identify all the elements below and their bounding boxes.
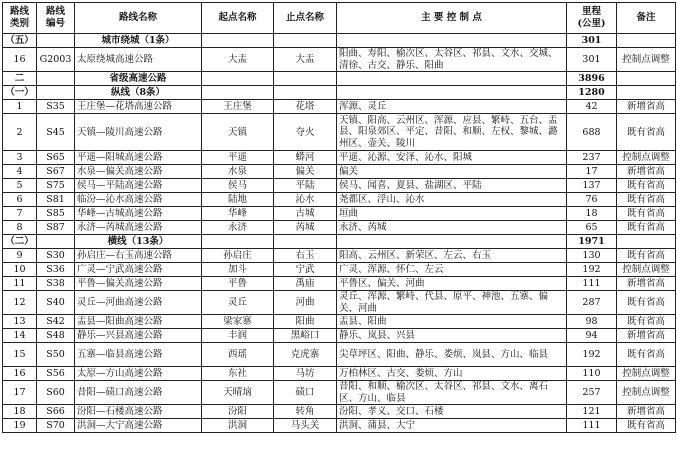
- end-point: 大盂: [274, 48, 337, 72]
- route-name: 洪洞—大宁高速公路: [75, 419, 202, 433]
- col-start: 起点名称: [202, 3, 274, 34]
- note: 既有省高: [617, 343, 676, 367]
- table-body: [3, 34, 676, 433]
- route-code: S50: [37, 343, 75, 367]
- section-row: [3, 235, 676, 249]
- section-title: 纵线（8条）: [75, 86, 202, 100]
- control-points: 阳曲、寿阳、榆次区、太谷区、祁县、文水、交城、清徐、古交、静乐、阳曲: [337, 48, 567, 72]
- row-number: 7: [3, 207, 37, 221]
- mileage: 111: [567, 277, 617, 291]
- empty-cell: [617, 235, 676, 249]
- row-number: 16: [3, 48, 37, 72]
- mileage: 257: [567, 381, 617, 405]
- section-row: [3, 34, 676, 48]
- col-note: 备注: [617, 3, 676, 34]
- table-row: [3, 291, 676, 315]
- end-point: 马头关: [274, 419, 337, 433]
- mileage: 98: [567, 315, 617, 329]
- col-category-label: 路线 类别: [9, 6, 29, 29]
- note: 新增省高: [617, 165, 676, 179]
- empty-cell: [37, 34, 75, 48]
- row-number: 19: [3, 419, 37, 433]
- control-points: 灵丘、浑源、繁峙、代县、原平、神池、五寨、偏关、河曲: [337, 291, 567, 315]
- end-point: 禹庙: [274, 277, 337, 291]
- control-points: 平鲁区、偏关、河曲: [337, 277, 567, 291]
- route-name: 临汾—沁水高速公路: [75, 193, 202, 207]
- route-name: 广灵—宁武高速公路: [75, 263, 202, 277]
- section-mileage: 1280: [567, 86, 617, 100]
- empty-cell: [274, 34, 337, 48]
- control-points: 万柏林区、古交、娄烦、方山: [337, 367, 567, 381]
- empty-cell: [617, 72, 676, 86]
- note: 既有省高: [617, 419, 676, 433]
- empty-cell: [274, 235, 337, 249]
- route-code: S30: [37, 249, 75, 263]
- table-row: [3, 315, 676, 329]
- empty-cell: [617, 86, 676, 100]
- col-code-label: 路线 编号: [45, 6, 65, 29]
- col-category: [3, 3, 37, 34]
- table-row: [3, 343, 676, 367]
- control-points: 昔阳、和顺、榆次区、太谷区、祁县、文水、离石区、方山、临县: [337, 381, 567, 405]
- note: 既有省高: [617, 315, 676, 329]
- empty-cell: [337, 86, 567, 100]
- start-point: 汾阳: [202, 405, 274, 419]
- route-code: S42: [37, 315, 75, 329]
- end-point: 碛口: [274, 381, 337, 405]
- route-name: 水泉—偏关高速公路: [75, 165, 202, 179]
- mileage: 42: [567, 100, 617, 114]
- col-mileage-label: 里程 (公里): [577, 6, 606, 29]
- row-number: 8: [3, 221, 37, 235]
- section-category: 二: [3, 72, 37, 86]
- table-row: [3, 48, 676, 72]
- control-points: 天镇、阳高、云州区、浑源、应县、繁峙、五台、盂县、阳泉郊区、平定、昔阳、和顺、左权、黎城、潞州区、壶关、陵川: [337, 114, 567, 151]
- table-row: [3, 367, 676, 381]
- control-points: 盂县、阳曲: [337, 315, 567, 329]
- empty-cell: [202, 86, 274, 100]
- end-point: 古城: [274, 207, 337, 221]
- start-point: 洪洞: [202, 419, 274, 433]
- control-points: 广灵、浑源、怀仁、左云: [337, 263, 567, 277]
- table-row: [3, 381, 676, 405]
- empty-cell: [337, 34, 567, 48]
- section-mileage: 1971: [567, 235, 617, 249]
- route-code: S67: [37, 165, 75, 179]
- route-code: S36: [37, 263, 75, 277]
- col-code: [37, 3, 75, 34]
- empty-cell: [337, 72, 567, 86]
- start-point: 陆地: [202, 193, 274, 207]
- note: 控制点调整: [617, 367, 676, 381]
- table-row: [3, 179, 676, 193]
- row-number: 16: [3, 367, 37, 381]
- row-number: 12: [3, 291, 37, 315]
- route-name: 昔阳—碛口高速公路: [75, 381, 202, 405]
- end-point: 宁武: [274, 263, 337, 277]
- note: 既有省高: [617, 179, 676, 193]
- control-points: 汾阳、孝义、交口、石楼: [337, 405, 567, 419]
- route-name: 平鲁—偏关高速公路: [75, 277, 202, 291]
- row-number: 10: [3, 263, 37, 277]
- control-points: 尧都区、浮山、沁水: [337, 193, 567, 207]
- table-row: [3, 277, 676, 291]
- row-number: 9: [3, 249, 37, 263]
- control-points: 永济、芮城: [337, 221, 567, 235]
- table-row: [3, 263, 676, 277]
- route-name: 灵丘—河曲高速公路: [75, 291, 202, 315]
- note: 新增省高: [617, 277, 676, 291]
- start-point: 华峰: [202, 207, 274, 221]
- table-row: [3, 193, 676, 207]
- note: 控制点调整: [617, 263, 676, 277]
- control-points: 静乐、岚县、兴县: [337, 329, 567, 343]
- row-number: 1: [3, 100, 37, 114]
- mileage: 137: [567, 179, 617, 193]
- section-title: 城市绕城（1条）: [75, 34, 202, 48]
- start-point: 孙启庄: [202, 249, 274, 263]
- mileage: 192: [567, 343, 617, 367]
- note: 控制点调整: [617, 48, 676, 72]
- note: 控制点调整: [617, 151, 676, 165]
- col-points: 主 要 控 制 点: [337, 3, 567, 34]
- row-number: 6: [3, 193, 37, 207]
- end-point: 沁水: [274, 193, 337, 207]
- mileage: 287: [567, 291, 617, 315]
- section-category: （一）: [3, 86, 37, 100]
- section-category: （五）: [3, 34, 37, 48]
- empty-cell: [37, 235, 75, 249]
- route-name: 侯马—平陆高速公路: [75, 179, 202, 193]
- route-name: 平遥—阳城高速公路: [75, 151, 202, 165]
- row-number: 2: [3, 114, 37, 151]
- empty-cell: [37, 86, 75, 100]
- route-code: S70: [37, 419, 75, 433]
- section-row: [3, 72, 676, 86]
- table-row: [3, 419, 676, 433]
- row-number: 14: [3, 329, 37, 343]
- mileage: 130: [567, 249, 617, 263]
- control-points: 洪洞、蒲县、大宁: [337, 419, 567, 433]
- end-point: 平陆: [274, 179, 337, 193]
- route-name: 太原绕城高速公路: [75, 48, 202, 72]
- note: 既有省高: [617, 207, 676, 221]
- end-point: 转角: [274, 405, 337, 419]
- row-number: 3: [3, 151, 37, 165]
- mileage: 94: [567, 329, 617, 343]
- route-code: S40: [37, 291, 75, 315]
- section-title: 省级高速公路: [75, 72, 202, 86]
- end-point: 右玉: [274, 249, 337, 263]
- row-number: 11: [3, 277, 37, 291]
- start-point: 平遥: [202, 151, 274, 165]
- start-point: 天晴垴: [202, 381, 274, 405]
- start-point: 灵丘: [202, 291, 274, 315]
- col-name: 路线名称: [75, 3, 202, 34]
- mileage: 110: [567, 367, 617, 381]
- empty-cell: [37, 72, 75, 86]
- start-point: 王庄堡: [202, 100, 274, 114]
- empty-cell: [274, 72, 337, 86]
- start-point: 水泉: [202, 165, 274, 179]
- route-name: 汾阳—石楼高速公路: [75, 405, 202, 419]
- mileage: 301: [567, 48, 617, 72]
- route-code: S87: [37, 221, 75, 235]
- row-number: 18: [3, 405, 37, 419]
- route-code: S35: [37, 100, 75, 114]
- end-point: 河曲: [274, 291, 337, 315]
- table-row: [3, 114, 676, 151]
- end-point: 夺火: [274, 114, 337, 151]
- route-code: S75: [37, 179, 75, 193]
- route-name: 华峰—古城高速公路: [75, 207, 202, 221]
- start-point: 梁家寨: [202, 315, 274, 329]
- table-row: [3, 329, 676, 343]
- table-row: [3, 151, 676, 165]
- table-header: [3, 3, 676, 34]
- route-name: 盂县—阳曲高速公路: [75, 315, 202, 329]
- route-code: S85: [37, 207, 75, 221]
- mileage: 111: [567, 419, 617, 433]
- empty-cell: [202, 235, 274, 249]
- empty-cell: [337, 235, 567, 249]
- table-row: [3, 249, 676, 263]
- col-end: 止点名称: [274, 3, 337, 34]
- empty-cell: [202, 72, 274, 86]
- start-point: 大盂: [202, 48, 274, 72]
- end-point: 马坊: [274, 367, 337, 381]
- route-name: 五寨—临县高速公路: [75, 343, 202, 367]
- mileage: 192: [567, 263, 617, 277]
- table-row: [3, 100, 676, 114]
- start-point: 侯马: [202, 179, 274, 193]
- route-name: 永济—芮城高速公路: [75, 221, 202, 235]
- control-points: 平遥、沁源、安泽、沁水、阳城: [337, 151, 567, 165]
- route-code: S56: [37, 367, 75, 381]
- mileage: 65: [567, 221, 617, 235]
- route-name: 天镇—陵川高速公路: [75, 114, 202, 151]
- route-code: G2003: [37, 48, 75, 72]
- note: 既有省高: [617, 221, 676, 235]
- note: 新增省高: [617, 329, 676, 343]
- start-point: 西瑶: [202, 343, 274, 367]
- control-points: 尖草坪区、阳曲、静乐、娄烦、岚县、方山、临县: [337, 343, 567, 367]
- control-points: 垣曲: [337, 207, 567, 221]
- note: 新增省高: [617, 100, 676, 114]
- mileage: 121: [567, 405, 617, 419]
- empty-cell: [202, 34, 274, 48]
- route-code: S60: [37, 381, 75, 405]
- row-number: 5: [3, 179, 37, 193]
- start-point: 东社: [202, 367, 274, 381]
- end-point: 蟒河: [274, 151, 337, 165]
- route-code: S45: [37, 114, 75, 151]
- note: 既有省高: [617, 291, 676, 315]
- route-code: S66: [37, 405, 75, 419]
- route-code: S81: [37, 193, 75, 207]
- start-point: 加斗: [202, 263, 274, 277]
- highway-plan-table: [2, 2, 676, 433]
- end-point: 克虎寨: [274, 343, 337, 367]
- start-point: 永济: [202, 221, 274, 235]
- row-number: 13: [3, 315, 37, 329]
- end-point: 芮城: [274, 221, 337, 235]
- note: 控制点调整: [617, 381, 676, 405]
- note: 既有省高: [617, 114, 676, 151]
- col-mileage: [567, 3, 617, 34]
- control-points: 侯马、闻喜、夏县、盐湖区、平陆: [337, 179, 567, 193]
- end-point: 阳曲: [274, 315, 337, 329]
- start-point: 平鲁: [202, 277, 274, 291]
- start-point: 丰润: [202, 329, 274, 343]
- table-row: [3, 207, 676, 221]
- control-points: 浑源、灵丘: [337, 100, 567, 114]
- section-title: 横线（13条）: [75, 235, 202, 249]
- row-number: 15: [3, 343, 37, 367]
- section-mileage: 3896: [567, 72, 617, 86]
- empty-cell: [274, 86, 337, 100]
- route-code: S65: [37, 151, 75, 165]
- section-row: [3, 86, 676, 100]
- section-mileage: 301: [567, 34, 617, 48]
- route-code: S38: [37, 277, 75, 291]
- table-row: [3, 221, 676, 235]
- route-name: 王庄堡—花塔高速公路: [75, 100, 202, 114]
- note: 既有省高: [617, 249, 676, 263]
- mileage: 688: [567, 114, 617, 151]
- row-number: 17: [3, 381, 37, 405]
- row-number: 4: [3, 165, 37, 179]
- mileage: 76: [567, 193, 617, 207]
- control-points: 阳高、云州区、新荣区、左云、右玉: [337, 249, 567, 263]
- route-name: 太原—方山高速公路: [75, 367, 202, 381]
- end-point: 偏关: [274, 165, 337, 179]
- route-name: 静乐—兴县高速公路: [75, 329, 202, 343]
- end-point: 黑峪口: [274, 329, 337, 343]
- table-row: [3, 165, 676, 179]
- start-point: 天镇: [202, 114, 274, 151]
- route-code: S48: [37, 329, 75, 343]
- note: 既有省高: [617, 193, 676, 207]
- empty-cell: [617, 34, 676, 48]
- route-name: 孙启庄—右玉高速公路: [75, 249, 202, 263]
- table-row: [3, 405, 676, 419]
- mileage: 237: [567, 151, 617, 165]
- mileage: 17: [567, 165, 617, 179]
- note: 新增省高: [617, 405, 676, 419]
- section-category: （二）: [3, 235, 37, 249]
- mileage: 18: [567, 207, 617, 221]
- end-point: 花塔: [274, 100, 337, 114]
- control-points: 偏关: [337, 165, 567, 179]
